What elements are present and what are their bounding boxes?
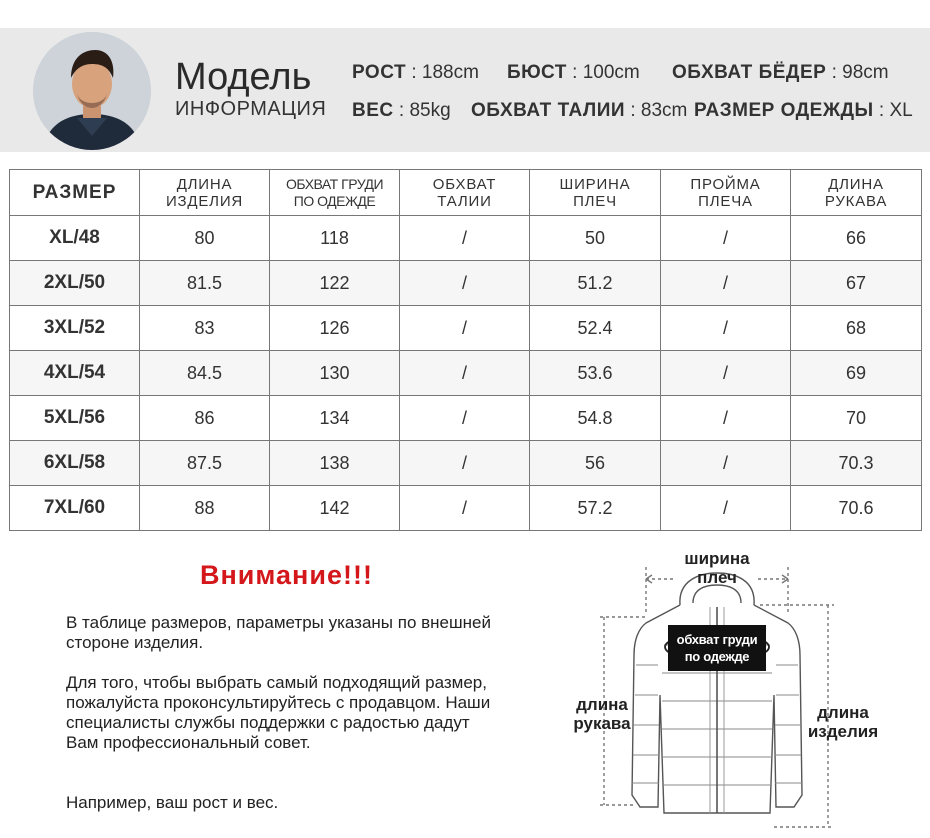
cell-chest: 118: [270, 216, 400, 261]
cell-shoulder-width: 56: [530, 441, 661, 486]
label-shoulder-width: ширина плеч: [684, 549, 750, 587]
jacket-icon: [560, 545, 930, 838]
stat-height: РОСТ : 188cm: [352, 62, 479, 83]
notice-paragraph-3: Например, ваш рост и вес.: [66, 793, 279, 812]
table-row: [10, 351, 922, 396]
cell-length: 87.5: [140, 441, 270, 486]
jacket-measurement-diagram: [560, 545, 930, 838]
row-size: 4XL/54: [10, 351, 140, 396]
cell-armhole: /: [661, 306, 791, 351]
header-shoulder-width: ШИРИНА ПЛЕЧ: [530, 170, 661, 216]
size-table: [9, 169, 922, 531]
stat-bust-value: 100cm: [582, 62, 640, 83]
table-header-row: [10, 170, 922, 216]
cell-chest: 130: [270, 351, 400, 396]
cell-shoulder-width: 52.4: [530, 306, 661, 351]
cell-waist: /: [400, 306, 530, 351]
stat-size: РАЗМЕР ОДЕЖДЫ : XL: [694, 100, 913, 121]
header-size: РАЗМЕР: [10, 170, 140, 216]
cell-sleeve-length: 67: [791, 261, 922, 306]
table-row: [10, 441, 922, 486]
cell-armhole: /: [661, 261, 791, 306]
cell-sleeve-length: 68: [791, 306, 922, 351]
table-row: [10, 486, 922, 531]
header-waist: ОБХВАТ ТАЛИИ: [400, 170, 530, 216]
cell-waist: /: [400, 396, 530, 441]
header-chest: ОБХВАТ ГРУДИ ПО ОДЕЖДЕ: [270, 170, 400, 216]
cell-chest: 126: [270, 306, 400, 351]
model-title: Модель: [175, 56, 312, 98]
stat-waist-value: 83cm: [640, 100, 688, 121]
table-row: [10, 306, 922, 351]
stat-weight-label: ВЕС: [352, 100, 394, 121]
stat-bust-label: БЮСТ: [507, 62, 567, 83]
stat-bust: БЮСТ : 100cm: [507, 62, 640, 83]
row-size: 7XL/60: [10, 486, 140, 531]
cell-chest: 122: [270, 261, 400, 306]
cell-shoulder-width: 54.8: [530, 396, 661, 441]
cell-waist: /: [400, 351, 530, 396]
cell-shoulder-width: 57.2: [530, 486, 661, 531]
cell-shoulder-width: 53.6: [530, 351, 661, 396]
notice-paragraph-2: Для того, чтобы выбрать самый подходящий размер, пожалуйста проконсультируйтесь с продавцом. Наши специалисты службы поддержки с радостью дадут Вам профессиональный совет.: [66, 673, 491, 752]
cell-waist: /: [400, 216, 530, 261]
cell-length: 84.5: [140, 351, 270, 396]
row-size: 6XL/58: [10, 441, 140, 486]
stat-waist: ОБХВАТ ТАЛИИ : 83cm: [471, 100, 688, 121]
cell-chest: 138: [270, 441, 400, 486]
stat-height-value: 188cm: [421, 62, 479, 83]
cell-length: 86: [140, 396, 270, 441]
model-avatar: [33, 32, 151, 150]
stat-hips-value: 98cm: [842, 62, 889, 83]
table-row: [10, 396, 922, 441]
cell-armhole: /: [661, 396, 791, 441]
stat-size-label: РАЗМЕР ОДЕЖДЫ: [694, 100, 874, 121]
stat-weight-value: 85kg: [409, 100, 451, 121]
stat-height-label: РОСТ: [352, 62, 407, 83]
row-size: XL/48: [10, 216, 140, 261]
row-size: 5XL/56: [10, 396, 140, 441]
label-garment-length: длина изделия: [807, 703, 879, 741]
cell-length: 88: [140, 486, 270, 531]
cell-waist: /: [400, 441, 530, 486]
cell-chest: 134: [270, 396, 400, 441]
attention-heading: Внимание!!!: [200, 560, 373, 590]
cell-sleeve-length: 66: [791, 216, 922, 261]
cell-length: 80: [140, 216, 270, 261]
notice-paragraph-1: В таблице размеров, параметры указаны по внешней стороне изделия.: [66, 613, 491, 652]
cell-sleeve-length: 70: [791, 396, 922, 441]
cell-chest: 142: [270, 486, 400, 531]
row-size: 3XL/52: [10, 306, 140, 351]
stat-hips: ОБХВАТ БЁДЕР : 98cm: [672, 62, 889, 83]
cell-length: 81.5: [140, 261, 270, 306]
cell-sleeve-length: 70.3: [791, 441, 922, 486]
cell-shoulder-width: 50: [530, 216, 661, 261]
header-armhole: ПРОЙМА ПЛЕЧА: [661, 170, 791, 216]
person-icon: [33, 32, 151, 150]
stat-waist-label: ОБХВАТ ТАЛИИ: [471, 100, 626, 121]
cell-waist: /: [400, 486, 530, 531]
cell-armhole: /: [661, 351, 791, 396]
label-chest: обхват груди по одежде: [668, 625, 766, 671]
cell-armhole: /: [661, 216, 791, 261]
cell-waist: /: [400, 261, 530, 306]
header-sleeve-length: ДЛИНА РУКАВА: [791, 170, 922, 216]
cell-sleeve-length: 69: [791, 351, 922, 396]
model-subtitle: ИНФОРМАЦИЯ: [175, 98, 327, 120]
stat-size-value: XL: [889, 100, 913, 121]
row-size: 2XL/50: [10, 261, 140, 306]
cell-sleeve-length: 70.6: [791, 486, 922, 531]
cell-armhole: /: [661, 441, 791, 486]
stat-hips-label: ОБХВАТ БЁДЕР: [672, 62, 827, 83]
header-length: ДЛИНА ИЗДЕЛИЯ: [140, 170, 270, 216]
table-row: [10, 216, 922, 261]
stat-weight: ВЕС : 85kg: [352, 100, 451, 121]
cell-armhole: /: [661, 486, 791, 531]
table-row: [10, 261, 922, 306]
cell-length: 83: [140, 306, 270, 351]
cell-shoulder-width: 51.2: [530, 261, 661, 306]
label-sleeve-length: длина рукава: [573, 695, 631, 733]
